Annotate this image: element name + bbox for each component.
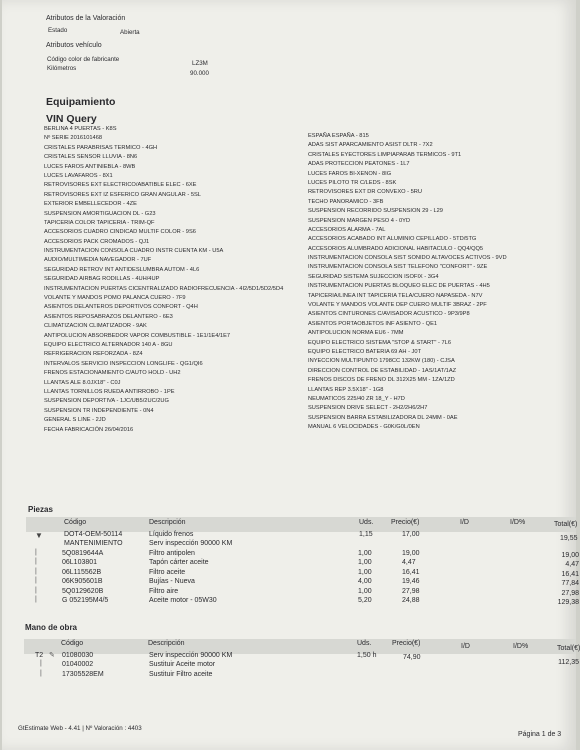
- equipment-item: CLIMATIZACION CLIMATIZADOR - 9AK: [44, 323, 147, 330]
- parts-row-precio: 19,46: [402, 578, 420, 586]
- parts-row-marker: |: [35, 567, 37, 575]
- equipment-item: SEGURIDAD AIRBAG RODILLAS - 4UH/4UP: [44, 276, 160, 283]
- equipment-item: LUCES LAVAFAROS - 8X1: [44, 172, 113, 179]
- labor-row-desc: Sustituir Filtro aceite: [149, 670, 213, 678]
- parts-row-uds: 1,00: [358, 568, 372, 576]
- equipment-item: LUCES PILOTO TR C/LEDS - 8SK: [308, 179, 397, 186]
- equipment-item: ACCESORIOS CUADRO CINDICAD MULTIF COLOR - 9S6: [44, 229, 196, 236]
- parts-row-marker: |: [35, 596, 37, 603]
- equipment-item: ESPAÑA ESPAÑA - 815: [308, 133, 369, 139]
- parts-row-desc: Bujías - Nueva: [149, 578, 195, 586]
- equipment-item: FRENOS DISCOS DE FRENO DL 312X25 MM - 1ZA/1ZD: [308, 377, 455, 384]
- parts-row-code: 5Q0819644A: [62, 550, 104, 557]
- equipment-item: RETROVISORES EXT DR CONVEXO - 5RU: [308, 189, 422, 196]
- expand-arrow-icon[interactable]: ▼: [35, 531, 43, 540]
- equipment-item: TECHO PANORAMICO - 3FB: [308, 198, 384, 205]
- parts-row-uds: 1,00: [358, 587, 372, 595]
- equipment-item: TAPICERIA/LINEA INT TAPICERIA TELA/CUERO NAPASEDA - N7V: [308, 292, 483, 299]
- equipment-item: INSTRUMENTACION CONSOLA CUADRO INSTR CUENTA KM - U5A: [44, 248, 224, 255]
- equipment-item: INSTRUMENTACION PUERTAS BLOQUEO ELEC DE PUERTAS - 4H5: [308, 283, 490, 290]
- parts-row-desc: Tapón cárter aceite: [149, 559, 209, 567]
- parts-row-code: 5Q0129620B: [62, 587, 104, 595]
- estado-value: Abierta: [120, 29, 140, 36]
- parts-row-total: 4,47: [565, 561, 579, 569]
- equipment-item: NEUMATICOS 225/40 ZR 18_Y - H7D: [308, 395, 405, 402]
- parts-row-desc: Filtro aire: [149, 587, 179, 595]
- parts-row-precio: 4,47: [402, 559, 416, 567]
- labor-col-descripcion: Descripción: [148, 640, 185, 647]
- footer-page-number: Página 1 de 3: [518, 731, 562, 738]
- labor-col-uds: Uds.: [357, 640, 372, 647]
- parts-col-idp: I/D%: [510, 519, 526, 526]
- equipment-item: LLANTAS REP 3.5X18" - 1G8: [308, 386, 384, 393]
- equipment-item: FECHA FABRICACIÓN 26/04/2016: [44, 426, 134, 433]
- equipment-item: LLANTAS TORNILLOS RUEDA ANTIRROBO - 1PE: [44, 388, 175, 395]
- parts-col-codigo: Código: [64, 519, 87, 526]
- parts-group-code-1: DOT4-OEM-50114: [64, 531, 123, 538]
- equipment-title: Equipamiento: [46, 96, 116, 108]
- equipment-item: ASIENTOS PORTAOBJETOS INF ASIENTO - QE1: [308, 320, 438, 327]
- equipment-item: ANTIPOLUCION ABSORBEDOR VAPOR COMBUSTIBLE - 1E1/1E4/1E7: [44, 332, 231, 339]
- parts-row-total: 77,84: [561, 580, 579, 588]
- equipment-item: ASIENTOS CINTURONES C/AVISADOR ACUSTICO - 9P3/9P8: [308, 311, 470, 318]
- parts-row-code: 06L115562B: [62, 568, 102, 576]
- equipment-item: LUCES FAROS ANTINIEBLA - 8WB: [44, 163, 136, 170]
- parts-row-precio: 16,41: [402, 568, 420, 576]
- equipment-item: INTERVALOS SERVICIO INSPECCION LONGLIFE - QG1/QI6: [44, 360, 203, 367]
- equipment-item: SUSPENSION AMORTIGUACION DL - G23: [44, 210, 156, 217]
- equipment-item: ACCESORIOS ALUMBRADO ADICIONAL HABITACULO - QQ4/QQ5: [308, 245, 484, 252]
- parts-row-uds: 5,20: [358, 597, 372, 604]
- edit-pencil-icon[interactable]: ✎: [49, 652, 55, 659]
- parts-row-total: 19,00: [561, 552, 579, 559]
- color-code-label: Código color de fabricante: [47, 56, 120, 63]
- parts-row-code: G 052195M4/5: [62, 597, 109, 604]
- parts-row-code: 06K905601B: [62, 578, 103, 586]
- equipment-item: SUSPENSION MARGEN PESO 4 - 0YD: [308, 217, 411, 224]
- labor-col-id: I/D: [461, 643, 470, 650]
- equipment-item: VOLANTE Y MANDOS POMO PALANCA CUERO - 7F9: [44, 295, 186, 302]
- equipment-item: AUDIO/MULTIMEDIA NAVEGADOR - 7UF: [44, 257, 152, 264]
- parts-row-code: 06L103801: [62, 559, 98, 567]
- parts-group-precio: 17,00: [402, 531, 420, 538]
- parts-group-code-2: MANTENIMIENTO: [64, 540, 123, 547]
- parts-row-marker: |: [35, 577, 37, 585]
- equipment-item: SUSPENSION DRIVE SELECT - 2H2/2H6/2H7: [308, 405, 428, 412]
- equipment-item: SUSPENSION TR INDEPENDIENTE - 0N4: [44, 407, 154, 414]
- equipment-item: INSTRUMENTACION CONSOLA SIST SONIDO ALTAVOCES ACTIVOS - 9VD: [308, 255, 507, 262]
- equipment-item: ANTIPOLUCION NORMA EU6 - 7MM: [308, 330, 404, 337]
- parts-row-desc: Aceite motor - 05W30: [149, 597, 217, 604]
- equipment-list-left: [44, 125, 304, 435]
- labor-col-codigo: Código: [61, 640, 84, 647]
- parts-row-marker: |: [35, 558, 37, 566]
- equipment-item: Nº SERIE 2016101468: [44, 135, 103, 142]
- equipment-item: BERLINA 4 PUERTAS - K8S: [44, 126, 117, 132]
- labor-title: Mano de obra: [25, 623, 78, 632]
- equipment-item: SUSPENSION RECORRIDO SUSPENSION 29 - L29: [308, 208, 443, 215]
- parts-header-bar: [26, 517, 576, 532]
- equipment-item: TAPICERIA COLOR TAPICERIA - TRIM-QF: [44, 219, 155, 226]
- parts-col-precio: Precio(€): [391, 519, 420, 526]
- labor-row-code: 01080030: [62, 652, 94, 659]
- equipment-item: EQUIPO ELECTRICO ALTERNADOR 140 A - 8GU: [44, 341, 173, 348]
- labor-col-precio: Precio(€): [392, 640, 421, 647]
- parts-row-precio: 27,98: [402, 587, 420, 595]
- labor-row-desc: Sustituir Aceite motor: [149, 661, 216, 669]
- equipment-item: REFRIGERACION REFORZADA - 8Z4: [44, 351, 143, 358]
- equipment-item: INSTRUMENTACION PUERTAS CICENTRALIZADO RADIOFRECUENCIA - 4I2/5D1/5D2/5D4: [44, 285, 284, 292]
- equipment-item: GENERAL S LINE - 2JD: [44, 417, 106, 424]
- equipment-item: LLANTAS ALE 8.0JX18" - C0J: [44, 379, 121, 386]
- parts-row-uds: 1,00: [358, 550, 372, 557]
- labor-row-code: 01040002: [62, 661, 94, 669]
- equipment-list-right: [308, 132, 573, 433]
- parts-title: Piezas: [28, 505, 53, 514]
- km-value: 90.000: [190, 70, 209, 77]
- equipment-item: ASIENTOS DELANTEROS DEPORTIVOS CONFORT - Q4H: [44, 304, 198, 311]
- parts-col-descripcion: Descripción: [149, 519, 186, 526]
- equipment-item: EQUIPO ELECTRICO BATERIA 69 AH - J0T: [308, 348, 422, 355]
- equipment-item: ACCESORIOS ALARMA - 7AL: [308, 226, 386, 233]
- equipment-item: ADAS PROTECCION PEATONES - 1L7: [308, 161, 410, 168]
- equipment-item: SEGURIDAD RETROV INT ANTIDESLUMBRA AUTOM - 4L6: [44, 266, 200, 273]
- equipment-item: CRISTALES PARABRISAS TERMICO - 4GH: [44, 144, 158, 151]
- labor-row-code: 17305528EM: [62, 670, 104, 678]
- equipment-item: RETROVISORES EXT IZ ESFERICO GRAN ANGULAR - 5SL: [44, 191, 201, 198]
- parts-row-total: 129,38: [557, 599, 579, 606]
- parts-group-desc-2: Serv inspección 90000 KM: [149, 540, 233, 547]
- equipment-item: ACCESORIOS ACABADO INT ALUMINIO CEPILLADO - 5TD/5TG: [308, 236, 477, 243]
- labor-row-total: 112,35: [558, 659, 579, 666]
- equipment-item: INYECCION MULTIPUNTO 1798CC 132KW (180) - CJSA: [308, 358, 455, 365]
- parts-row-uds: 4,00: [358, 578, 372, 586]
- parts-row-desc: Filtro aceite: [149, 568, 186, 576]
- labor-group-tag: T2: [35, 652, 44, 659]
- equipment-item: LUCES FAROS BI-XENON - 8IG: [308, 170, 392, 177]
- labor-row-desc: Serv inspección 90000 KM: [149, 652, 233, 659]
- parts-row-desc: Filtro antipolen: [149, 550, 195, 557]
- equipment-item: DIRECCION CONTROL DE ESTABILIDAD - 1AS/1AT/1AZ: [308, 367, 457, 374]
- equipment-item: RETROVISORES EXT ELECTRICO/ABATIBLE ELEC - 6XE: [44, 182, 197, 189]
- estado-label: Estado: [48, 27, 68, 34]
- parts-row-marker: |: [35, 549, 37, 556]
- parts-group-total: 19,55: [560, 535, 578, 542]
- labor-row-marker: |: [40, 669, 42, 677]
- labor-col-total: Total(€): [557, 645, 580, 652]
- equipment-item: EQUIPO ELECTRICO SISTEMA "STOP & START" - 7L6: [308, 339, 451, 346]
- parts-col-id: I/D: [460, 519, 469, 526]
- vin-query-title: VIN Query: [46, 113, 97, 125]
- equipment-item: CRISTALES SENSOR LLUVIA - 8N6: [44, 154, 138, 161]
- parts-group-uds: 1,15: [359, 531, 373, 538]
- equipment-item: CRISTALES EYECTORES LIMPIAPARAB TERMICOS - 9T1: [308, 151, 462, 158]
- equipment-item: FRENOS ESTACIONAMIENTO C/AUTO HOLD - UH2: [44, 370, 181, 377]
- color-code-value: LZ3M: [192, 60, 208, 67]
- parts-row-precio: 24,88: [402, 597, 420, 604]
- equipment-item: VOLANTE Y MANDOS VOLANTE DEP CUERO MULTIF 3BRAZ - 2PF: [308, 302, 487, 309]
- valuation-attributes-title: Atributos de la Valoración: [46, 15, 126, 22]
- parts-row-precio: 19,00: [402, 550, 420, 557]
- parts-row-uds: 1,00: [358, 559, 372, 567]
- parts-row-total: 16,41: [561, 570, 579, 578]
- labor-header-bar: [24, 639, 576, 654]
- equipment-item: MANUAL 6 VELOCIDADES - G0K/G0L/0EN: [308, 424, 420, 431]
- labor-col-idp: I/D%: [513, 643, 529, 650]
- equipment-item: SEGURIDAD SISTEMA SUJECCION ISOFIX - 3G4: [308, 273, 439, 280]
- footer-app-info: GtEstimate Web - 4.41 | Nº Valoración : 4403: [18, 725, 142, 732]
- equipment-item: ACCESORIOS PACK CROMADOS - QJ1: [44, 238, 150, 245]
- equipment-item: ASIENTOS REPOSABRAZOS DELANTERO - 6E3: [44, 313, 173, 320]
- equipment-item: INSTRUMENTACION CONSOLA SIST TELEFONO "CONFORT" - 9ZE: [308, 264, 488, 271]
- labor-row-uds: 1,50 h: [357, 652, 377, 659]
- equipment-item: SUSPENSION BARRA ESTABILIZADORA DL 24MM - 0AE: [308, 414, 458, 421]
- labor-row-marker: |: [40, 660, 42, 668]
- parts-group-desc-1: Líquido frenos: [149, 531, 194, 538]
- equipment-item: ADAS SIST APARCAMIENTO ASIST DLTR - 7X2: [308, 142, 433, 149]
- parts-col-total: Total(€): [554, 521, 578, 528]
- parts-row-total: 27,98: [561, 589, 579, 597]
- labor-row-precio: 74,90: [403, 654, 421, 661]
- parts-row-marker: |: [35, 586, 37, 594]
- equipment-item: SUSPENSION DEPORTIVA - 1JC/UB5/2UC/2UG: [44, 398, 169, 405]
- parts-col-uds: Uds.: [359, 519, 374, 526]
- document-page: [2, 0, 580, 750]
- vehicle-attributes-title: Atributos vehículo: [46, 42, 102, 49]
- km-label: Kilómetros: [47, 65, 77, 72]
- equipment-item: EXTERIOR EMBELLECEDOR - 4ZE: [44, 201, 137, 208]
